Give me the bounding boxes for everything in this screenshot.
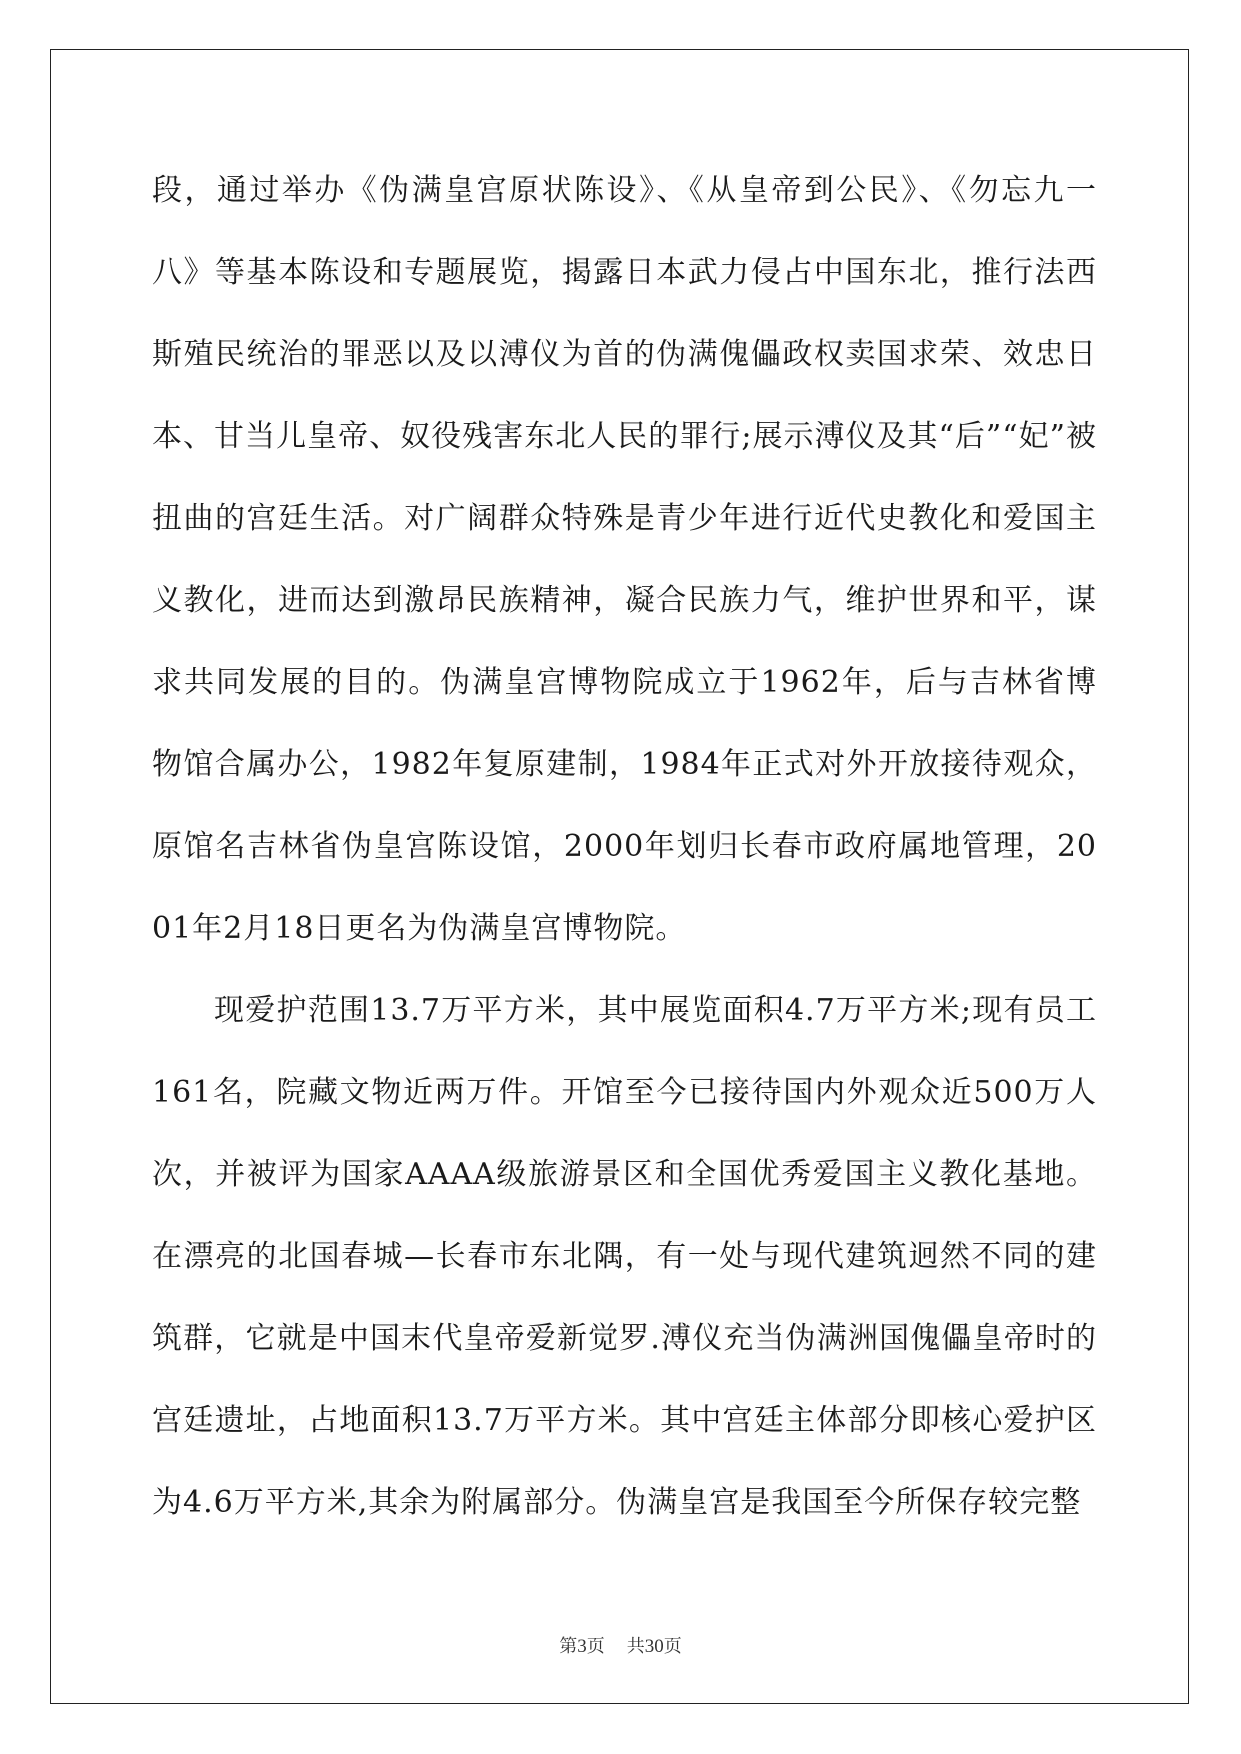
paragraph-1: 段，通过举办《伪满皇宫原状陈设》、《从皇帝到公民》、《勿忘九一八》等基本陈设和专题展览，揭露日本武力侵占中国东北，推行法西斯殖民统治的罪恶以及以溥仪为首的伪满傀儡政权卖国求荣、效忠日本、甘当儿皇帝、奴役残害东北人民的罪行;展示溥仪及其“后”“妃”被扭曲的宫廷生活。对广阔群众特殊是青少年进行近代史教化和爱国主义教化，进而达到激昂民族精神，凝合民族力气，维护世界和平，谋求共同发展的目的。伪满皇宫博物院成立于1962年，后与吉林省博物馆合属办公，1982年复原建制，1984年正式对外开放接待观众，原馆名吉林省伪皇宫陈设馆，2000年划归长春市政府属地管理，2001年2月18日更名为伪满皇宫博物院。 <box>152 173 1097 946</box>
document-body <box>152 150 1097 1544</box>
page-suffix: 页 <box>586 1636 605 1657</box>
page-total: 30 <box>644 1636 664 1657</box>
total-prefix: 共 <box>626 1636 645 1657</box>
page-prefix: 第 <box>559 1636 578 1657</box>
total-suffix: 页 <box>663 1636 682 1657</box>
page-footer <box>0 1632 1241 1658</box>
page-current: 3 <box>577 1636 587 1657</box>
paragraph-2: 现爱护范围13.7万平方米，其中展览面积4.7万平方米;现有员工161名，院藏文物近两万件。开馆至今已接待国内外观众近500万人次，并被评为国家AAAA级旅游景区和全国优秀爱国主义教化基地。在漂亮的北国春城—长春市东北隅，有一处与现代建筑迥然不同的建筑群，它就是中国末代皇帝爱新觉罗.溥仪充当伪满洲国傀儡皇帝时的宫廷遗址，占地面积13.7万平方米。其中宫廷主体部分即核心爱护区为4.6万平方米,其余为附属部分。伪满皇宫是我国至今所保存较完整 <box>152 993 1097 1520</box>
